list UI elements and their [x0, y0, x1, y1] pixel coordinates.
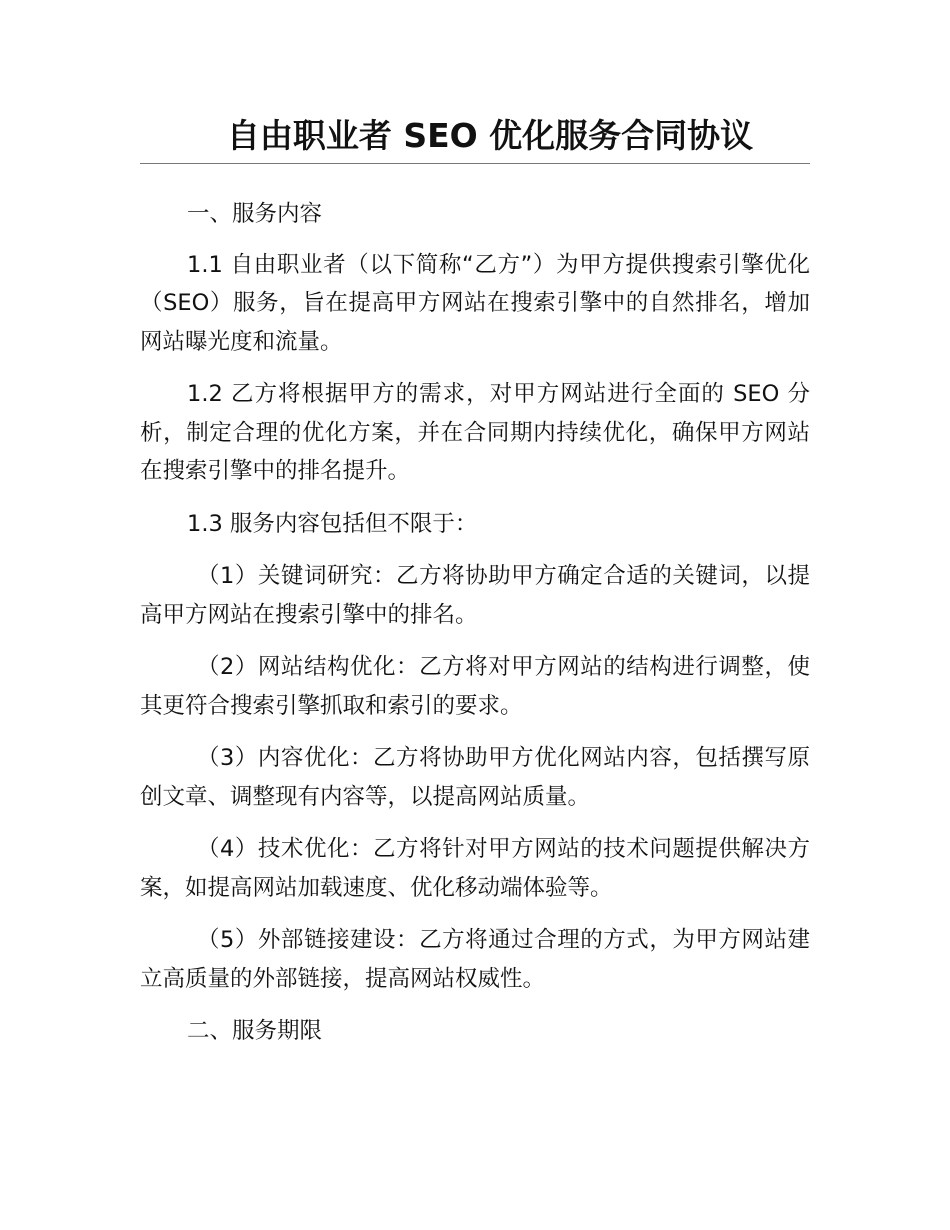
list-item-technical-optimization: （4）技术优化：乙方将针对甲方网站的技术问题提供解决方案，如提高网站加载速度、优化移动端体验等。 — [140, 836, 810, 901]
title-divider — [140, 163, 810, 164]
section-heading-service-content: 一、服务内容 — [187, 201, 323, 227]
list-item-site-structure: （2）网站结构优化：乙方将对甲方网站的结构进行调整，使其更符合搜索引擎抓取和索引的要求。 — [140, 654, 810, 719]
paragraph-1-3: 1.3 服务内容包括但不限于： — [187, 510, 478, 537]
paragraph-1-1: 1.1 自由职业者（以下简称“乙方”）为甲方提供搜索引擎优化（SEO）服务，旨在提高甲方网站在搜索引擎中的自然排名，增加网站曝光度和流量。 — [140, 251, 810, 355]
list-item-external-links: （5）外部链接建设：乙方将通过合理的方式，为甲方网站建立高质量的外部链接，提高网站权威性。 — [140, 927, 810, 992]
document-body — [140, 195, 810, 1063]
section-heading-service-term: 二、服务期限 — [187, 1018, 323, 1044]
document-title: 自由职业者 SEO 优化服务合同协议 — [226, 116, 754, 155]
list-item-keyword-research: （1）关键词研究：乙方将协助甲方确定合适的关键词，以提高甲方网站在搜索引擎中的排名。 — [140, 563, 810, 628]
list-item-content-optimization: （3）内容优化：乙方将协助甲方优化网站内容，包括撰写原创文章、调整现有内容等，以提高网站质量。 — [140, 745, 810, 810]
paragraph-1-2: 1.2 乙方将根据甲方的需求，对甲方网站进行全面的 SEO 分析，制定合理的优化方案，并在合同期内持续优化，确保甲方网站在搜索引擎中的排名提升。 — [140, 381, 810, 484]
